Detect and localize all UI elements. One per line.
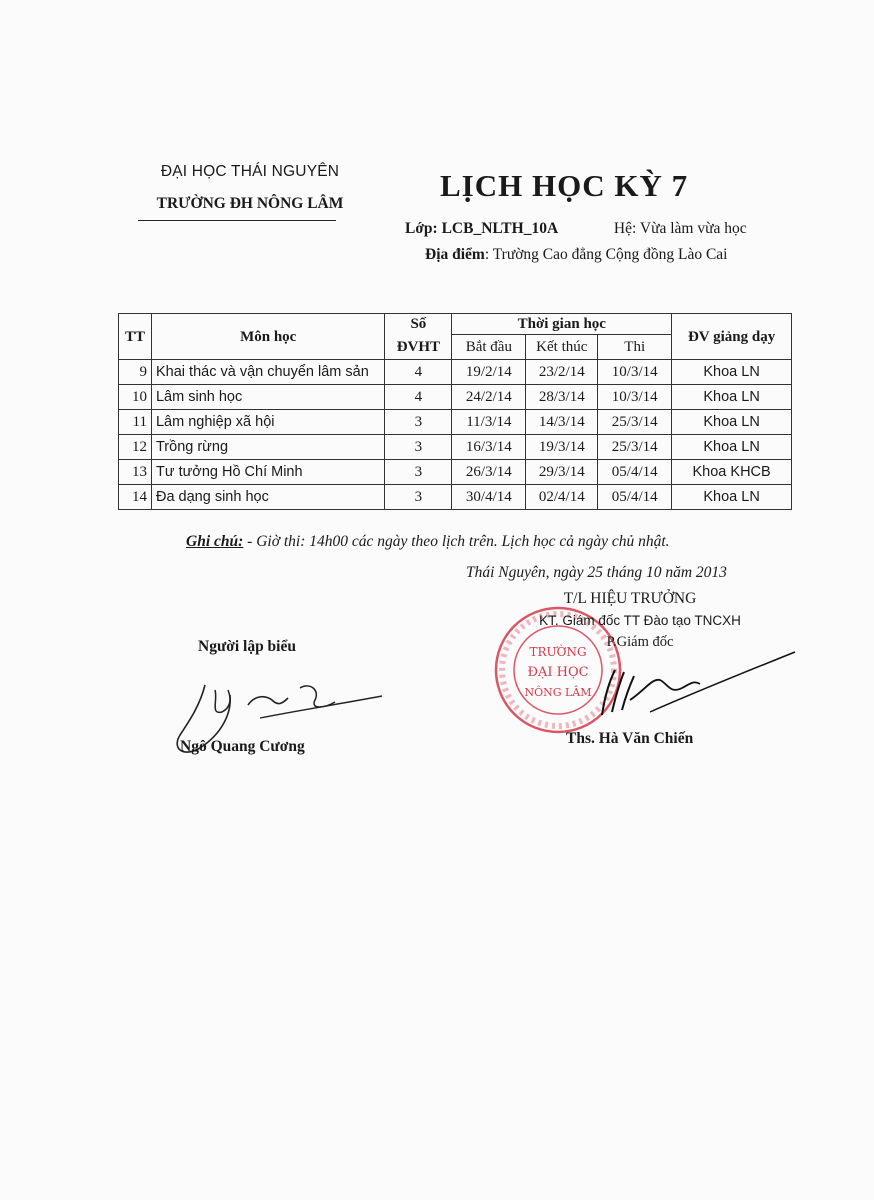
header-underline bbox=[138, 220, 336, 221]
program-label: Hệ: Vừa làm vừa học bbox=[613, 220, 747, 237]
row-end: 29/3/14 bbox=[526, 460, 598, 485]
header-end: Kết thúc bbox=[526, 335, 598, 360]
row-credits: 3 bbox=[385, 410, 452, 435]
header-time: Thời gian học bbox=[452, 314, 672, 335]
row-tt: 13 bbox=[119, 460, 152, 485]
row-credits: 3 bbox=[385, 485, 452, 510]
row-start: 19/2/14 bbox=[452, 360, 526, 385]
header-exam: Thi bbox=[598, 335, 672, 360]
place-value: : Trường Cao đẳng Cộng đồng Lào Cai bbox=[484, 246, 728, 263]
class-label: Lớp: LCB_NLTH_10A bbox=[405, 220, 559, 237]
row-credits: 4 bbox=[385, 360, 452, 385]
table-row bbox=[119, 410, 792, 435]
row-start: 30/4/14 bbox=[452, 485, 526, 510]
header-tt: TT bbox=[119, 314, 152, 360]
table-row bbox=[119, 435, 792, 460]
row-end: 23/2/14 bbox=[526, 360, 598, 385]
class-info bbox=[405, 220, 747, 238]
director-name: Ths. Hà Văn Chiến bbox=[566, 730, 694, 747]
header-credits-top: Số bbox=[385, 314, 452, 335]
row-exam: 10/3/14 bbox=[598, 360, 672, 385]
row-end: 02/4/14 bbox=[526, 485, 598, 510]
row-exam: 25/3/14 bbox=[598, 410, 672, 435]
row-tt: 14 bbox=[119, 485, 152, 510]
place-info bbox=[425, 246, 728, 264]
note bbox=[186, 533, 670, 551]
seal-line3: NÔNG LÂM bbox=[524, 686, 592, 699]
seal-line2: ĐẠI HỌC bbox=[527, 665, 589, 680]
note-text: - Giờ thi: 14h00 các ngày theo lịch trên. Lịch học cả ngày chủ nhật. bbox=[243, 533, 670, 550]
row-exam: 25/3/14 bbox=[598, 435, 672, 460]
row-start: 16/3/14 bbox=[452, 435, 526, 460]
row-end: 19/3/14 bbox=[526, 435, 598, 460]
rector-line1: T/L HIỆU TRƯỞNG bbox=[563, 590, 697, 607]
director-signature bbox=[590, 640, 800, 730]
row-start: 26/3/14 bbox=[452, 460, 526, 485]
row-unit: Khoa LN bbox=[672, 435, 792, 460]
header-credits-bottom: ĐVHT bbox=[385, 335, 452, 360]
row-unit: Khoa LN bbox=[672, 360, 792, 385]
table-row bbox=[119, 460, 792, 485]
header-start: Bắt đầu bbox=[452, 335, 526, 360]
date-line: Thái Nguyên, ngày 25 tháng 10 năm 2013 bbox=[466, 564, 727, 581]
row-credits: 3 bbox=[385, 435, 452, 460]
row-tt: 9 bbox=[119, 360, 152, 385]
place-label: Địa điểm bbox=[425, 246, 485, 263]
row-subject: Đa dạng sinh học bbox=[151, 485, 384, 510]
school-name: TRƯỜNG ĐH NÔNG LÂM bbox=[156, 195, 344, 212]
row-start: 24/2/14 bbox=[452, 385, 526, 410]
row-subject: Lâm sinh học bbox=[151, 385, 384, 410]
row-exam: 10/3/14 bbox=[598, 385, 672, 410]
table-row bbox=[119, 385, 792, 410]
preparer-name: Ngô Quang Cương bbox=[180, 738, 305, 755]
university-name: ĐẠI HỌC THÁI NGUYÊN bbox=[160, 163, 340, 180]
row-credits: 4 bbox=[385, 385, 452, 410]
preparer-label: Người lập biểu bbox=[198, 638, 296, 655]
rector-line3: P.Giám đốc bbox=[606, 634, 674, 650]
row-tt: 11 bbox=[119, 410, 152, 435]
row-start: 11/3/14 bbox=[452, 410, 526, 435]
row-subject: Tư tưởng Hồ Chí Minh bbox=[151, 460, 384, 485]
table-row bbox=[119, 360, 792, 385]
row-tt: 12 bbox=[119, 435, 152, 460]
row-exam: 05/4/14 bbox=[598, 460, 672, 485]
header-unit: ĐV giảng dạy bbox=[672, 314, 792, 360]
row-unit: Khoa KHCB bbox=[672, 460, 792, 485]
row-end: 14/3/14 bbox=[526, 410, 598, 435]
note-label: Ghi chú: bbox=[186, 533, 244, 550]
page-title: LỊCH HỌC KỲ 7 bbox=[440, 168, 689, 203]
row-unit: Khoa LN bbox=[672, 385, 792, 410]
row-subject: Khai thác và vận chuyển lâm sản bbox=[151, 360, 384, 385]
row-unit: Khoa LN bbox=[672, 485, 792, 510]
row-unit: Khoa LN bbox=[672, 410, 792, 435]
header-subject: Môn học bbox=[151, 314, 384, 360]
row-subject: Trồng rừng bbox=[151, 435, 384, 460]
row-credits: 3 bbox=[385, 460, 452, 485]
schedule-table bbox=[118, 313, 792, 510]
table-row bbox=[119, 485, 792, 510]
rector-line2: KT. Giám đốc TT Đào tạo TNCXH bbox=[539, 613, 741, 628]
seal-line1: TRƯỜNG bbox=[529, 645, 587, 659]
row-tt: 10 bbox=[119, 385, 152, 410]
row-exam: 05/4/14 bbox=[598, 485, 672, 510]
row-end: 28/3/14 bbox=[526, 385, 598, 410]
row-subject: Lâm nghiệp xã hội bbox=[151, 410, 384, 435]
